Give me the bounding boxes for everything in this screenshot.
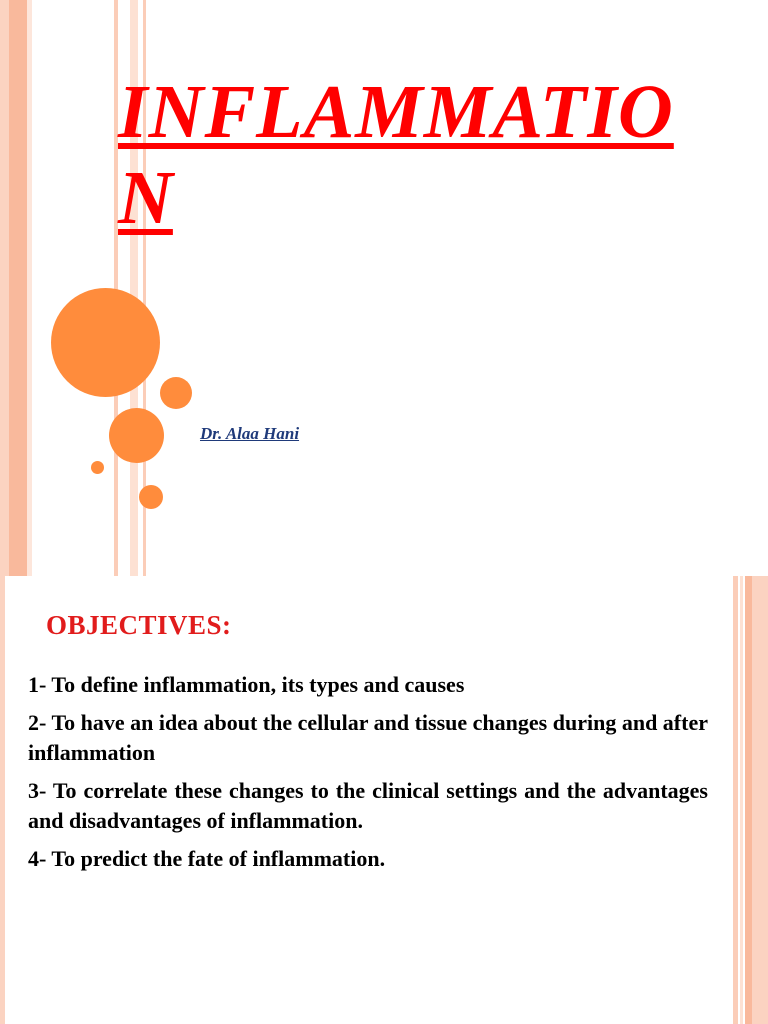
decorative-stripe: [745, 576, 752, 1024]
objectives-list: [28, 670, 708, 882]
objective-item: 2- To have an idea about the cellular and tissue changes during and after inflammation: [28, 710, 708, 765]
decorative-circle-medium: [109, 408, 164, 463]
slide-title-line-1: INFLAMMATIO: [118, 70, 674, 154]
slide-title-line-2: N: [118, 156, 173, 240]
decorative-stripe: [740, 576, 743, 1024]
decorative-stripe: [752, 576, 768, 1024]
author-name: Dr. Alaa Hani: [200, 424, 300, 443]
decorative-circle-small: [160, 377, 192, 409]
decorative-stripe: [0, 576, 5, 1024]
decorative-stripe: [9, 0, 27, 576]
objective-item: 4- To predict the fate of inflammation.: [28, 846, 386, 871]
decorative-stripe: [733, 576, 738, 1024]
decorative-stripe: [0, 0, 9, 576]
objective-item: 3- To correlate these changes to the clinical settings and the advantages and disadvantages of inflammation.: [28, 778, 708, 833]
decorative-stripe: [27, 0, 32, 576]
decorative-circle-large: [51, 288, 160, 397]
objective-item: 1- To define inflammation, its types and causes: [28, 672, 465, 697]
decorative-circle-small: [139, 485, 163, 509]
decorative-circle-tiny: [91, 461, 104, 474]
objectives-heading: OBJECTIVES:: [46, 610, 232, 640]
